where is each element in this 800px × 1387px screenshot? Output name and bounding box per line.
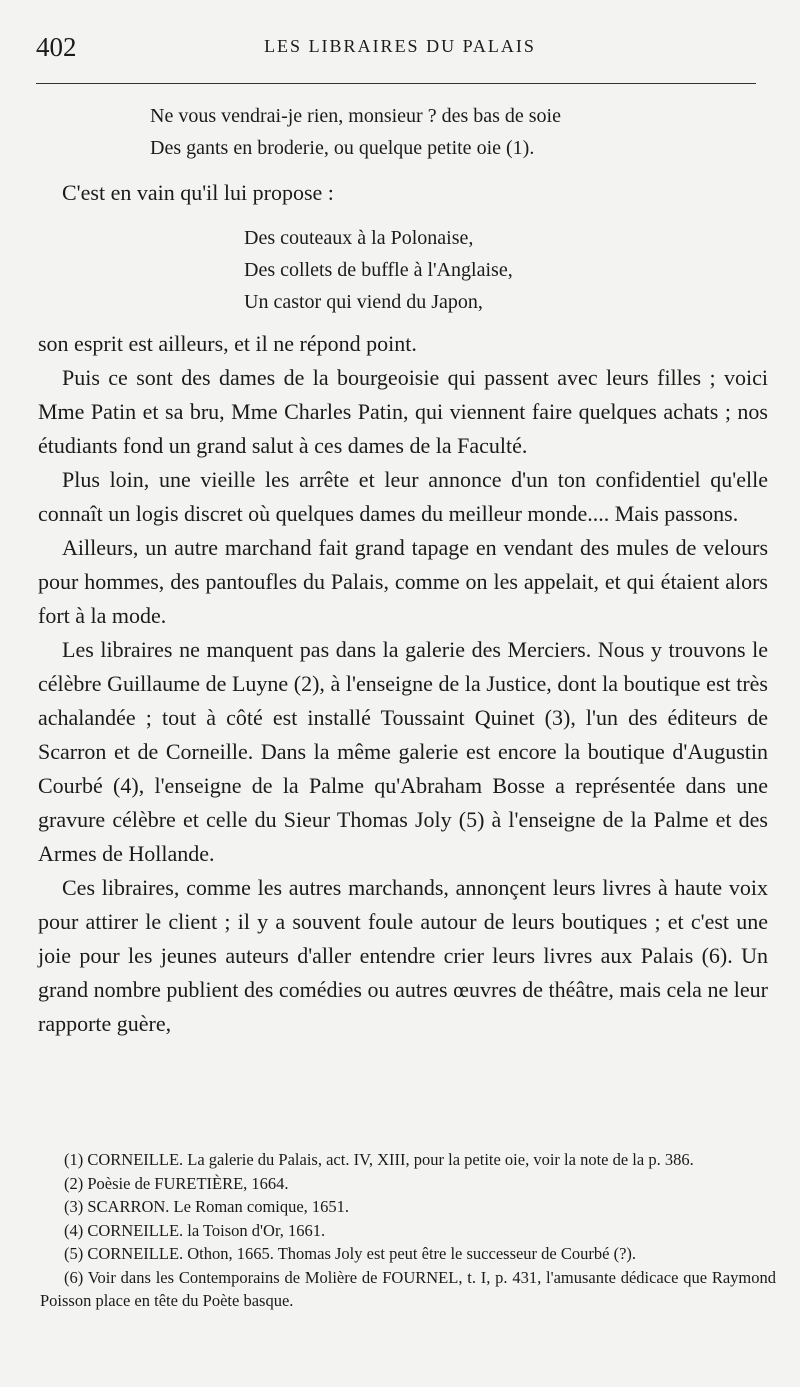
body-text	[38, 327, 768, 1041]
footnote: (1) CORNEILLE. La galerie du Palais, act. IV, XIII, pour la petite oie, voir la note de la p. 386.	[64, 1150, 694, 1169]
footnote: (6) Voir dans les Contemporains de Molière de FOURNEL, t. I, p. 431, l'amusante dédicace que Raymond Poisson place en tête du Poète basque.	[40, 1267, 776, 1310]
running-title: LES LIBRAIRES DU PALAIS	[264, 36, 536, 56]
footnote: (2) Poèsie de FURETIÈRE, 1664.	[64, 1173, 289, 1193]
footnote: (3) SCARRON. Le Roman comique, 1651.	[64, 1197, 350, 1216]
paragraph: Ces libraires, comme les autres marchands, annonçent leurs livres à haute voix pour attirer le client ; il y a souvent foule autour de leurs boutiques ; et c'est une joie pour les jeunes auteurs d'aller entendre crier leurs livres aux Palais (6). Un grand nombre publient des comédies ou autres œuvres de théâtre, mais cela ne leur rapporte guère,	[38, 875, 768, 1036]
footnotes	[40, 1148, 776, 1313]
paragraph: Ailleurs, un autre marchand fait grand tapage en vendant des mules de velours pour hommes, des pantoufles du Palais, comme on les appelait, et qui étaient alors fort à la mode.	[38, 535, 768, 628]
paragraph: Plus loin, une vieille les arrête et leur annonce d'un ton confidentiel qu'elle connaît un logis discret où quelques dames du meilleur monde.... Mais passons.	[38, 467, 768, 526]
intro-line: C'est en vain qu'il lui propose :	[62, 180, 334, 205]
paragraph: Puis ce sont des dames de la bourgeoisie qui passent avec leurs filles ; voici Mme Patin et sa bru, Mme Charles Patin, qui viennent faire quelques achats ; nos étudiants fond un grand salut à ces dames de la Faculté.	[38, 365, 768, 458]
verse-line: Un castor qui viend du Japon,	[244, 291, 483, 313]
verse-line: Ne vous vendrai-je rien, monsieur ? des bas de soie	[150, 105, 561, 127]
verse-line: Des collets de buffle à l'Anglaise,	[244, 259, 513, 281]
paragraph: Les libraires ne manquent pas dans la galerie des Merciers. Nous y trouvons le célèbre Guillaume de Luyne (2), à l'enseigne de la Justice, dont la boutique est très achalandée ; tout à côté est installé Toussaint Quinet (3), l'un des éditeurs de Scarron et de Corneille. Dans la même galerie est encore la boutique d'Augustin Courbé (4), l'enseigne de la Palme qu'Abraham Bosse a représentée dans une gravure célèbre et celle du Sieur Thomas Joly (5) à l'enseigne de la Palme et des Armes de Hollande.	[38, 637, 768, 866]
header-rule	[36, 83, 756, 84]
page-header	[0, 30, 800, 70]
footnote: (4) CORNEILLE. la Toison d'Or, 1661.	[64, 1220, 326, 1240]
verse-line: Des gants en broderie, ou quelque petite oie (1).	[150, 137, 535, 159]
verse-quote-1	[150, 100, 561, 164]
verse-quote-2	[244, 222, 513, 318]
page-number: 402	[36, 32, 77, 62]
paragraph: son esprit est ailleurs, et il ne répond point.	[38, 331, 417, 356]
footnote: (5) CORNEILLE. Othon, 1665. Thomas Joly est peut être le successeur de Courbé (?).	[64, 1244, 637, 1263]
verse-line: Des couteaux à la Polonaise,	[244, 227, 474, 249]
